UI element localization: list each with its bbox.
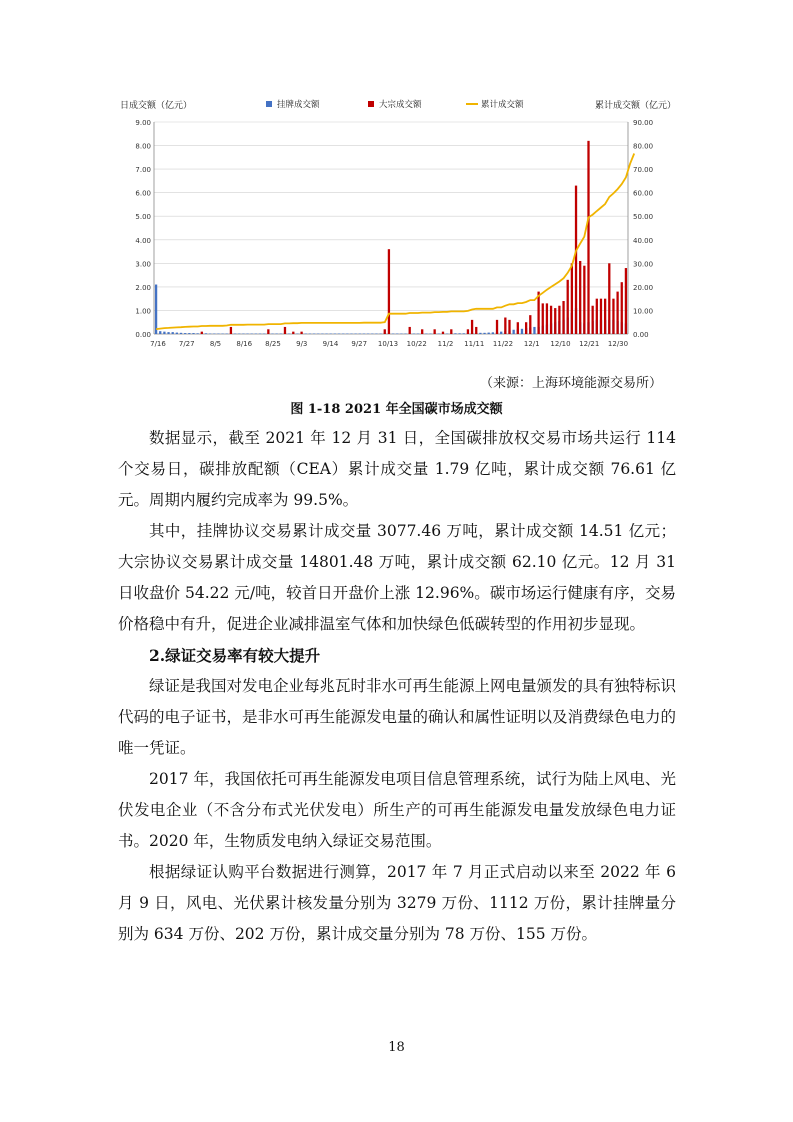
body-text-1 bbox=[118, 423, 676, 950]
bar-block bbox=[592, 306, 594, 334]
bar-block bbox=[575, 186, 577, 334]
legend-label: 挂牌成交额 bbox=[277, 100, 320, 110]
bar-block bbox=[201, 332, 203, 334]
bar-listing bbox=[483, 333, 485, 334]
y-left-tick-label: 6.00 bbox=[135, 189, 151, 198]
bar-block bbox=[421, 329, 423, 334]
legend-label: 累计成交额 bbox=[481, 100, 524, 110]
bar-block bbox=[562, 301, 564, 334]
bar-block bbox=[442, 332, 444, 334]
bar-listing bbox=[463, 333, 465, 334]
bar-block bbox=[583, 266, 585, 334]
legend-label: 大宗成交额 bbox=[379, 100, 422, 110]
bar-block bbox=[537, 292, 539, 334]
y-right-tick-label: 20.00 bbox=[633, 283, 654, 292]
x-tick-label: 12/10 bbox=[550, 340, 571, 348]
trading-volume-chart bbox=[118, 96, 678, 358]
bar-listing bbox=[458, 333, 460, 334]
y-left-tick-label: 5.00 bbox=[135, 213, 151, 222]
y-left-tick-label: 1.00 bbox=[135, 307, 151, 316]
bar-listing bbox=[184, 333, 186, 334]
paragraph: 数据显示，截至 2021 年 12 月 31 日，全国碳排放权交易市场共运行 114 个交易日，碳排放配额（CEA）累计成交量 1.79 亿吨，累计成交额 76.61 亿元。周期内履约完成率为 99.5%。 bbox=[118, 429, 676, 509]
bar-block bbox=[600, 299, 602, 334]
x-tick-label: 7/27 bbox=[178, 340, 195, 348]
y-left-tick-label: 9.00 bbox=[135, 119, 151, 127]
right-axis-title: 累计成交额（亿元） bbox=[594, 101, 676, 111]
bar-block bbox=[384, 329, 386, 334]
chart-svg bbox=[118, 96, 678, 358]
bar-block bbox=[550, 306, 552, 334]
bar-block bbox=[612, 299, 614, 334]
paragraph: 绿证是我国对发电企业每兆瓦时非水可再生能源上网电量颁发的具有独特标识代码的电子证书，是非水可再生能源发电量的确认和属性证明以及消费绿色电力的唯一凭证。 bbox=[118, 677, 677, 757]
y-right-tick-label: 40.00 bbox=[633, 236, 654, 245]
bar-block bbox=[542, 303, 544, 334]
bar-block bbox=[525, 322, 527, 334]
bar-listing bbox=[167, 332, 169, 334]
figure-caption: 图 1-18 2021 年全国碳市场成交额 bbox=[290, 402, 503, 417]
bar-block bbox=[496, 320, 498, 334]
bar-block bbox=[284, 327, 286, 334]
x-tick-label: 8/25 bbox=[265, 340, 281, 348]
x-tick-label: 9/3 bbox=[296, 340, 308, 348]
bar-listing bbox=[172, 332, 174, 334]
bar-block bbox=[434, 329, 436, 334]
bar-block bbox=[467, 329, 469, 334]
y-left-tick-label: 7.00 bbox=[135, 166, 151, 175]
bar-block bbox=[579, 261, 581, 334]
bar-block bbox=[616, 292, 618, 334]
bar-listing bbox=[533, 327, 535, 334]
x-tick-label: 12/21 bbox=[579, 340, 600, 348]
chart-source: （来源：上海环境能源交易所） bbox=[479, 376, 662, 391]
bar-block bbox=[230, 327, 232, 334]
x-tick-label: 8/16 bbox=[236, 340, 253, 348]
bar-block bbox=[471, 320, 473, 334]
bar-listing bbox=[205, 333, 207, 334]
x-tick-label: 10/22 bbox=[406, 340, 427, 348]
paragraph: 其中，挂牌协议交易累计成交量 3077.46 万吨，累计成交额 14.51 亿元；大宗协议交易累计成交量 14801.48 万吨，累计成交额 62.10 亿元。12 月 31 日收盘价 54.22 元/吨，较首日开盘价上涨 12.96%。碳市场运行健康有序，交易价格稳中有升，促进企业减排温室气体和加快绿色低碳转型的作用初步显现。 bbox=[118, 522, 676, 633]
bar-listing bbox=[163, 332, 165, 334]
paragraph: 2017 年，我国依托可再生能源发电项目信息管理系统，试行为陆上风电、光伏发电企业（不含分布式光伏发电）所生产的可再生能源发电量发放绿色电力证书。2020 年，生物质发电纳入绿证交易范围。 bbox=[118, 770, 676, 850]
x-tick-label: 10/13 bbox=[377, 340, 399, 348]
y-right-tick-label: 10.00 bbox=[633, 307, 654, 316]
bar-listing bbox=[155, 285, 157, 334]
bar-block bbox=[554, 308, 556, 334]
bar-listing bbox=[159, 331, 161, 334]
bar-listing bbox=[492, 332, 494, 334]
bar-block bbox=[587, 141, 589, 334]
bar-block bbox=[546, 303, 548, 334]
legend-swatch bbox=[266, 101, 272, 107]
x-tick-label: 7/16 bbox=[150, 340, 166, 348]
x-tick-label: 9/14 bbox=[322, 340, 339, 348]
bar-listing bbox=[176, 333, 178, 334]
paragraph: 根据绿证认购平台数据进行测算，2017 年 7 月正式启动以来至 2022 年 6 月 9 日，风电、光伏累计核发量分别为 3279 万份、1112 万份，累计挂牌量分别为 634 万份、202 万份，累计成交量分别为 78 万份、155 万份。 bbox=[118, 863, 676, 943]
bar-listing bbox=[180, 333, 182, 334]
y-left-tick-label: 4.00 bbox=[135, 236, 151, 245]
bar-listing bbox=[479, 333, 481, 334]
bar-block bbox=[608, 263, 610, 334]
y-left-tick-label: 2.00 bbox=[135, 283, 151, 292]
bar-block bbox=[567, 280, 569, 334]
bar-listing bbox=[192, 333, 194, 334]
y-left-tick-label: 8.00 bbox=[135, 142, 151, 151]
bar-block bbox=[558, 306, 560, 334]
x-tick-label: 11/11 bbox=[464, 340, 485, 348]
legend-swatch bbox=[368, 101, 374, 107]
x-tick-label: 8/5 bbox=[209, 340, 222, 348]
bar-block bbox=[292, 332, 294, 334]
x-tick-label: 12/30 bbox=[607, 340, 629, 348]
bar-listing bbox=[454, 333, 456, 334]
bar-listing bbox=[513, 330, 515, 334]
y-left-tick-label: 3.00 bbox=[135, 260, 151, 269]
bar-listing bbox=[500, 332, 502, 334]
y-right-tick-label: 0.00 bbox=[633, 331, 649, 339]
bar-block bbox=[625, 268, 627, 334]
bar-block bbox=[596, 299, 598, 334]
bar-block bbox=[475, 327, 477, 334]
bar-listing bbox=[521, 329, 523, 334]
bar-block bbox=[388, 249, 390, 334]
bar-listing bbox=[188, 333, 190, 334]
bar-block bbox=[409, 327, 411, 334]
y-right-tick-label: 30.00 bbox=[633, 260, 654, 269]
page-number: 18 bbox=[388, 1040, 405, 1055]
left-axis-title: 日成交额（亿元） bbox=[120, 101, 193, 111]
x-tick-label: 9/27 bbox=[351, 340, 368, 348]
y-right-tick-label: 50.00 bbox=[633, 213, 654, 222]
bar-block bbox=[504, 318, 506, 334]
y-right-tick-label: 90.00 bbox=[633, 119, 654, 127]
x-tick-label: 12/1 bbox=[523, 340, 540, 348]
y-right-tick-label: 80.00 bbox=[633, 142, 654, 151]
bar-block bbox=[571, 263, 573, 334]
bar-block bbox=[508, 320, 510, 334]
y-left-tick-label: 0.00 bbox=[135, 331, 151, 339]
bar-listing bbox=[488, 333, 490, 334]
x-tick-label: 11/22 bbox=[492, 340, 514, 348]
x-tick-label: 11/2 bbox=[437, 340, 454, 348]
bar-block bbox=[529, 315, 531, 334]
bar-block bbox=[450, 329, 452, 334]
bar-block bbox=[517, 322, 519, 334]
y-right-tick-label: 60.00 bbox=[633, 189, 654, 198]
bar-block bbox=[267, 329, 269, 334]
section-heading: 2.绿证交易率有较大提升 bbox=[149, 646, 321, 665]
bar-block bbox=[300, 332, 302, 334]
bar-block bbox=[604, 299, 606, 334]
bar-listing bbox=[197, 333, 199, 334]
bar-block bbox=[621, 282, 623, 334]
y-right-tick-label: 70.00 bbox=[633, 166, 654, 175]
